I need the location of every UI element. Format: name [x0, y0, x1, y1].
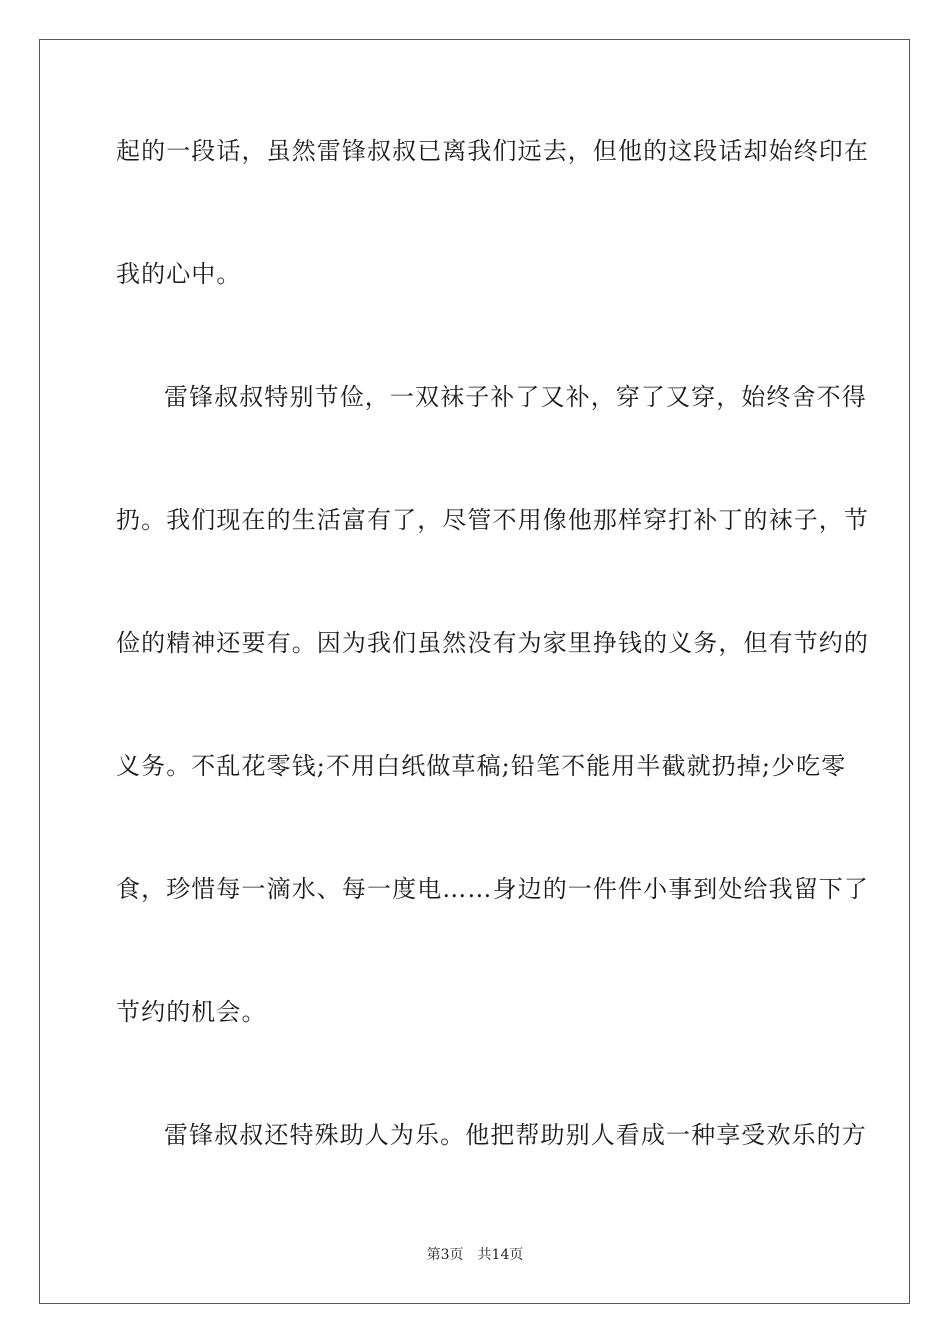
page-frame	[39, 39, 910, 1304]
paragraph-line: 义务。不乱花零钱;不用白纸做草稿;铅笔不能用半截就扔掉;少吃零	[116, 752, 847, 780]
paragraph-line: 雷锋叔叔还特殊助人为乐。他把帮助别人看成一种享受欢乐的方	[164, 1121, 867, 1149]
paragraph-line: 起的一段话，虽然雷锋叔叔已离我们远去，但他的这段话却始终印在	[116, 137, 869, 165]
paragraph-line: 节约的机会。	[116, 998, 267, 1026]
paragraph-line: 俭的精神还要有。因为我们虽然没有为家里挣钱的义务，但有节约的	[116, 629, 869, 657]
paragraph-line: 食，珍惜每一滴水、每一度电……身边的一件件小事到处给我留下了	[116, 875, 869, 903]
paragraph-line: 我的心中。	[116, 260, 242, 288]
page-number: 第3页	[426, 1247, 464, 1263]
page-total: 共14页	[477, 1247, 524, 1263]
page-footer	[0, 1246, 950, 1264]
paragraph-line: 扔。我们现在的生活富有了，尽管不用像他那样穿打补丁的袜子，节	[116, 506, 869, 534]
paragraph-line: 雷锋叔叔特别节俭，一双袜子补了又补，穿了又穿，始终舍不得	[164, 383, 867, 411]
